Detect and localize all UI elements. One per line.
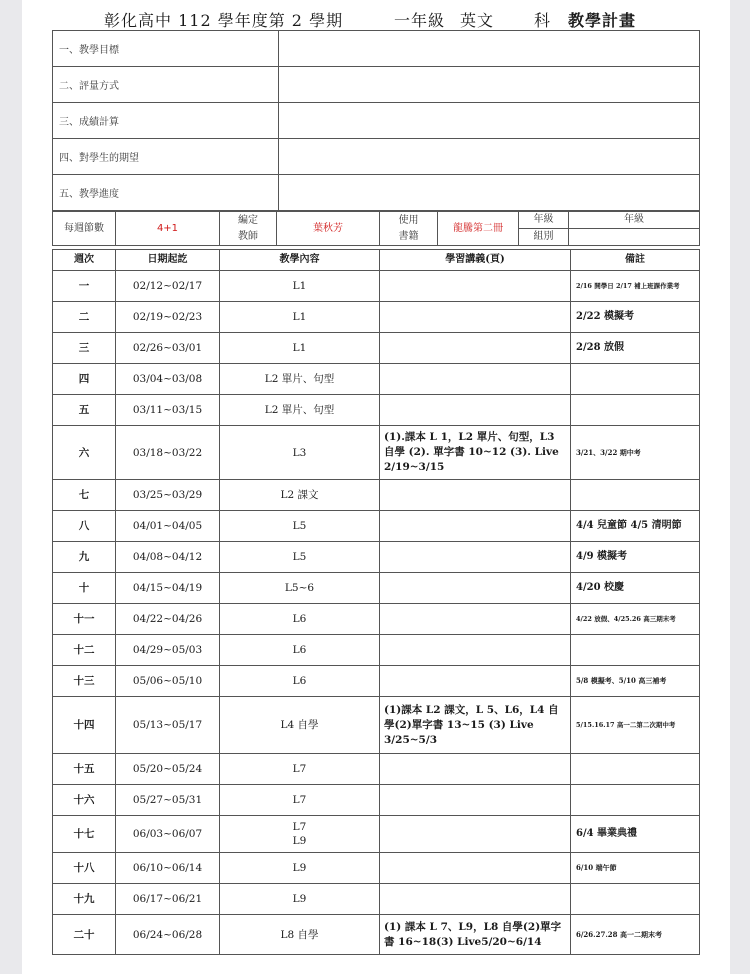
section-row	[53, 139, 700, 175]
document-page	[22, 0, 730, 974]
notes-cell	[380, 302, 571, 333]
content-cell: L1	[220, 333, 380, 364]
grade-label: 年級	[519, 212, 569, 229]
schedule-row	[53, 511, 700, 542]
schedule-row	[53, 480, 700, 511]
week-cell: 十六	[53, 785, 116, 816]
schedule-row	[53, 666, 700, 697]
schedule-row	[53, 426, 700, 480]
schedule-row	[53, 604, 700, 635]
remarks-cell: 4/4 兒童節 4/5 清明節	[571, 511, 700, 542]
dates-cell: 05/27~05/31	[116, 785, 220, 816]
content-cell: L5	[220, 542, 380, 573]
section-row	[53, 67, 700, 103]
remarks-cell: 6/4 畢業典禮	[571, 816, 700, 853]
week-cell: 十三	[53, 666, 116, 697]
dates-cell: 04/01~04/05	[116, 511, 220, 542]
week-cell: 十	[53, 573, 116, 604]
week-cell: 二十	[53, 915, 116, 955]
notes-cell	[380, 604, 571, 635]
schedule-row	[53, 271, 700, 302]
content-cell: L6	[220, 666, 380, 697]
schedule-header-cell: 日期起訖	[116, 250, 220, 271]
remarks-cell: 4/22 放假、4/25.26 高三期末考	[571, 604, 700, 635]
schedule-header-cell: 教學內容	[220, 250, 380, 271]
notes-cell	[380, 754, 571, 785]
week-cell: 十五	[53, 754, 116, 785]
schedule-row	[53, 542, 700, 573]
content-cell: L1	[220, 271, 380, 302]
schedule-header-cell: 備註	[571, 250, 700, 271]
notes-cell: (1)課本 L2 課文，L 5、L6，L4 自學(2)單字書 13~15 (3) Live 3/25~5/3	[380, 697, 571, 754]
notes-cell	[380, 816, 571, 853]
dates-cell: 06/03~06/07	[116, 816, 220, 853]
section-label: 四、對學生的期望	[53, 139, 279, 175]
notes-cell	[380, 785, 571, 816]
content-cell: L7	[220, 785, 380, 816]
remarks-cell: 6/26.27.28 高一二期末考	[571, 915, 700, 955]
book-label-1: 使用	[398, 214, 419, 226]
remarks-cell: 5/15.16.17 高一二第二次期中考	[571, 697, 700, 754]
week-cell: 七	[53, 480, 116, 511]
book-label	[380, 212, 438, 246]
content-cell: L1	[220, 302, 380, 333]
dates-cell: 04/22~04/26	[116, 604, 220, 635]
section-label: 五、教學進度	[53, 175, 279, 211]
content-cell: L9	[220, 853, 380, 884]
week-cell: 十九	[53, 884, 116, 915]
schedule-row	[53, 816, 700, 853]
week-cell: 十七	[53, 816, 116, 853]
book-label-2: 書籍	[398, 230, 419, 242]
week-cell: 二	[53, 302, 116, 333]
schedule-header-cell: 學習講義(頁)	[380, 250, 571, 271]
schedule-table	[52, 249, 700, 955]
content-cell: L2 課文	[220, 480, 380, 511]
week-cell: 十四	[53, 697, 116, 754]
notes-cell	[380, 271, 571, 302]
remarks-cell	[571, 635, 700, 666]
week-cell: 一	[53, 271, 116, 302]
notes-cell	[380, 542, 571, 573]
week-cell: 八	[53, 511, 116, 542]
grade-value: 年級	[569, 212, 700, 229]
dates-cell: 06/17~06/21	[116, 884, 220, 915]
dates-cell: 04/08~04/12	[116, 542, 220, 573]
schedule-row	[53, 785, 700, 816]
notes-cell	[380, 853, 571, 884]
notes-cell: (1) 課本 L 7、L9，L8 自學(2)單字書 16~18(3) Live5/20~6/14	[380, 915, 571, 955]
remarks-cell	[571, 754, 700, 785]
schedule-row	[53, 395, 700, 426]
content-cell: L5	[220, 511, 380, 542]
remarks-cell	[571, 785, 700, 816]
content-cell: L7 L9	[220, 816, 380, 853]
title-grade: 一年級	[394, 11, 446, 30]
schedule-row	[53, 853, 700, 884]
dates-cell: 06/24~06/28	[116, 915, 220, 955]
remarks-cell: 6/10 端午節	[571, 853, 700, 884]
dates-cell: 06/10~06/14	[116, 853, 220, 884]
notes-cell	[380, 635, 571, 666]
notes-cell	[380, 364, 571, 395]
dates-cell: 05/13~05/17	[116, 697, 220, 754]
week-cell: 六	[53, 426, 116, 480]
content-cell: L6	[220, 635, 380, 666]
section-label: 三、成績計算	[53, 103, 279, 139]
remarks-cell: 5/8 模擬考、5/10 高三補考	[571, 666, 700, 697]
content-cell: L2 單片、句型	[220, 395, 380, 426]
schedule-row	[53, 915, 700, 955]
week-cell: 三	[53, 333, 116, 364]
book-value: 龍騰第二冊	[438, 212, 519, 246]
section-row	[53, 31, 700, 67]
editor-value: 葉秋芳	[277, 212, 380, 246]
remarks-cell: 2/28 放假	[571, 333, 700, 364]
content-cell: L2 單片、句型	[220, 364, 380, 395]
remarks-cell: 4/20 校慶	[571, 573, 700, 604]
schedule-header-cell: 週次	[53, 250, 116, 271]
section-row	[53, 103, 700, 139]
dates-cell: 05/20~05/24	[116, 754, 220, 785]
schedule-row	[53, 697, 700, 754]
content-cell: L8 自學	[220, 915, 380, 955]
section-value	[279, 103, 700, 139]
dates-cell: 02/19~02/23	[116, 302, 220, 333]
page-title	[22, 8, 730, 30]
title-subject: 英文	[460, 11, 495, 30]
weekly-value: 4+1	[116, 212, 220, 246]
section-label: 一、教學目標	[53, 31, 279, 67]
content-cell: L7	[220, 754, 380, 785]
notes-cell	[380, 480, 571, 511]
schedule-row	[53, 333, 700, 364]
notes-cell	[380, 573, 571, 604]
content-cell: L5~6	[220, 573, 380, 604]
notes-cell	[380, 511, 571, 542]
schedule-row	[53, 364, 700, 395]
week-cell: 十一	[53, 604, 116, 635]
week-cell: 五	[53, 395, 116, 426]
remarks-cell: 2/22 模擬考	[571, 302, 700, 333]
week-cell: 十八	[53, 853, 116, 884]
editor-label	[220, 212, 277, 246]
dates-cell: 04/15~04/19	[116, 573, 220, 604]
dates-cell: 05/06~05/10	[116, 666, 220, 697]
schedule-row	[53, 635, 700, 666]
dates-cell: 03/18~03/22	[116, 426, 220, 480]
schedule-row	[53, 754, 700, 785]
content-cell: L3	[220, 426, 380, 480]
title-ke: 科	[534, 11, 552, 30]
dates-cell: 02/26~03/01	[116, 333, 220, 364]
remarks-cell	[571, 480, 700, 511]
schedule-row	[53, 302, 700, 333]
notes-cell	[380, 333, 571, 364]
section-value	[279, 67, 700, 103]
dates-cell: 04/29~05/03	[116, 635, 220, 666]
weekly-label: 每週節數	[53, 212, 116, 246]
notes-cell	[380, 666, 571, 697]
remarks-cell: 4/9 模擬考	[571, 542, 700, 573]
dates-cell: 02/12~02/17	[116, 271, 220, 302]
notes-cell: (1).課本 L 1，L2 單片、句型，L3 自學 (2). 單字書 10~12 (3). Live 2/19~3/15	[380, 426, 571, 480]
dates-cell: 03/25~03/29	[116, 480, 220, 511]
title-school: 彰化高中 112 學年度第 2 學期	[104, 11, 344, 30]
info-table	[52, 211, 700, 246]
remarks-cell: 2/16 開學日 2/17 補上班課作業考	[571, 271, 700, 302]
content-cell: L4 自學	[220, 697, 380, 754]
remarks-cell	[571, 884, 700, 915]
section-row	[53, 175, 700, 211]
group-label: 組別	[519, 229, 569, 246]
remarks-cell: 3/21、3/22 期中考	[571, 426, 700, 480]
dates-cell: 03/11~03/15	[116, 395, 220, 426]
content-cell: L9	[220, 884, 380, 915]
content-cell: L6	[220, 604, 380, 635]
section-value	[279, 31, 700, 67]
editor-label-1: 編定	[238, 214, 258, 226]
editor-label-2: 教師	[238, 230, 258, 242]
section-value	[279, 175, 700, 211]
week-cell: 九	[53, 542, 116, 573]
schedule-header-row	[53, 250, 700, 271]
sections-table	[52, 30, 700, 211]
dates-cell: 03/04~03/08	[116, 364, 220, 395]
notes-cell	[380, 395, 571, 426]
schedule-row	[53, 573, 700, 604]
group-value	[569, 229, 700, 246]
section-label: 二、評量方式	[53, 67, 279, 103]
remarks-cell	[571, 395, 700, 426]
section-value	[279, 139, 700, 175]
week-cell: 十二	[53, 635, 116, 666]
remarks-cell	[571, 364, 700, 395]
schedule-row	[53, 884, 700, 915]
notes-cell	[380, 884, 571, 915]
week-cell: 四	[53, 364, 116, 395]
title-plan: 教學計畫	[568, 11, 637, 30]
